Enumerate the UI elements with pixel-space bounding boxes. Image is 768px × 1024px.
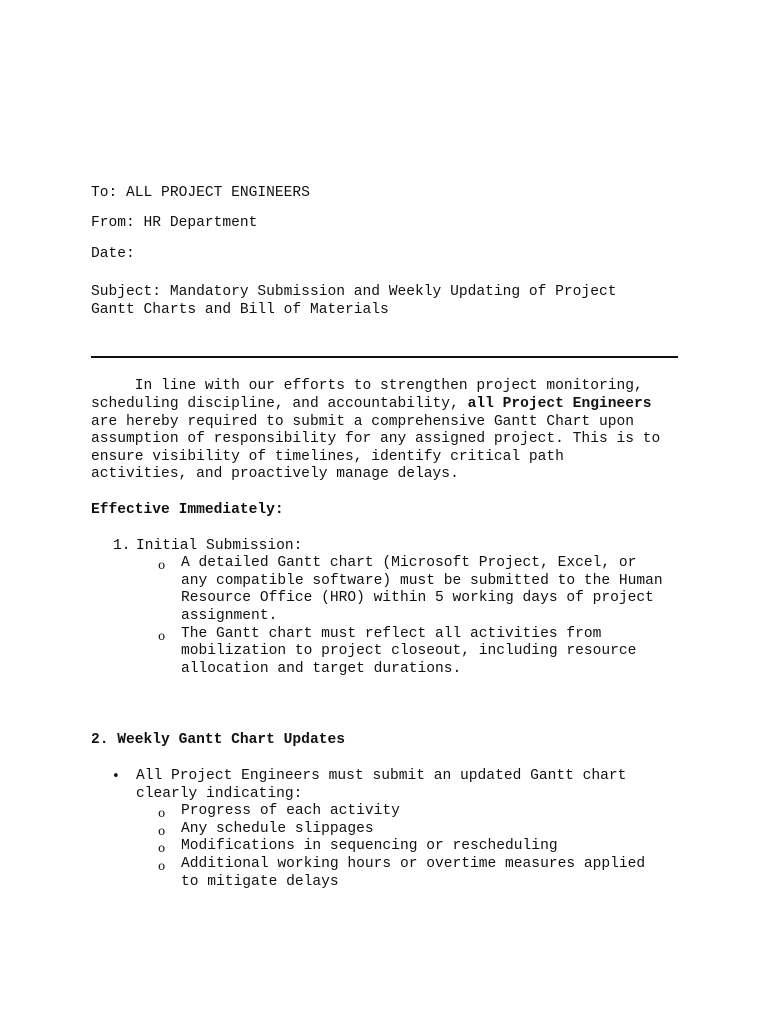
- memo-date: Date:: [91, 246, 135, 262]
- memo-subject-line-2: Gantt Charts and Bill of Materials: [91, 302, 389, 318]
- section-1-title: Initial Submission:: [136, 538, 303, 554]
- s1-bullet-2-line-3: allocation and target durations.: [181, 661, 462, 677]
- intro-bold-text: all Project Engineers: [467, 396, 652, 412]
- memo-to: To: ALL PROJECT ENGINEERS: [91, 185, 310, 201]
- s1-bullet-2-line-1: The Gantt chart must reflect all activities from: [181, 626, 602, 642]
- s2-sub-bullet-3: Modifications in sequencing or rescheduling: [181, 838, 558, 854]
- intro-line-6: activities, and proactively manage delays.: [91, 466, 459, 482]
- intro-line-2-text: scheduling discipline, and accountability,: [91, 396, 468, 412]
- circle-bullet-icon: o: [158, 806, 166, 820]
- circle-bullet-icon: o: [158, 558, 166, 572]
- s1-bullet-2-line-2: mobilization to project closeout, including resource: [181, 643, 637, 659]
- s1-bullet-1-line-1: A detailed Gantt chart (Microsoft Project, Excel, or: [181, 555, 637, 571]
- circle-bullet-icon: o: [158, 824, 166, 838]
- s2-sub-bullet-4-cont: to mitigate delays: [181, 874, 339, 890]
- intro-line-2: [91, 396, 652, 414]
- section-1-number: 1.: [113, 538, 131, 554]
- s2-sub-bullet-1: Progress of each activity: [181, 803, 400, 819]
- s2-sub-bullet-2: Any schedule slippages: [181, 821, 374, 837]
- circle-bullet-icon: o: [158, 629, 166, 643]
- memo-subject-line-1: Subject: Mandatory Submission and Weekly Updating of Project: [91, 284, 617, 300]
- s1-bullet-1-line-3: Resource Office (HRO) within 5 working days of project: [181, 590, 654, 606]
- s2-sub-bullet-4: Additional working hours or overtime measures applied: [181, 856, 646, 872]
- intro-line-5: ensure visibility of timelines, identify critical path: [91, 449, 564, 465]
- s1-bullet-1-line-2: any compatible software) must be submitted to the Human: [181, 573, 663, 589]
- intro-line-1: In line with our efforts to strengthen project monitoring,: [91, 378, 643, 394]
- disc-bullet-icon: •: [112, 769, 120, 784]
- memo-from: From: HR Department: [91, 215, 258, 231]
- circle-bullet-icon: o: [158, 859, 166, 873]
- intro-line-4: assumption of responsibility for any assigned project. This is to: [91, 431, 661, 447]
- header-divider: [91, 356, 678, 358]
- section-2-heading: 2. Weekly Gantt Chart Updates: [91, 732, 345, 748]
- s1-bullet-1-line-4: assignment.: [181, 608, 278, 624]
- s2-bullet-line-1: All Project Engineers must submit an updated Gantt chart: [136, 768, 627, 784]
- intro-line-3: are hereby required to submit a comprehensive Gantt Chart upon: [91, 414, 634, 430]
- effective-heading: Effective Immediately:: [91, 502, 284, 518]
- circle-bullet-icon: o: [158, 841, 166, 855]
- s2-bullet-line-2: clearly indicating:: [136, 786, 303, 802]
